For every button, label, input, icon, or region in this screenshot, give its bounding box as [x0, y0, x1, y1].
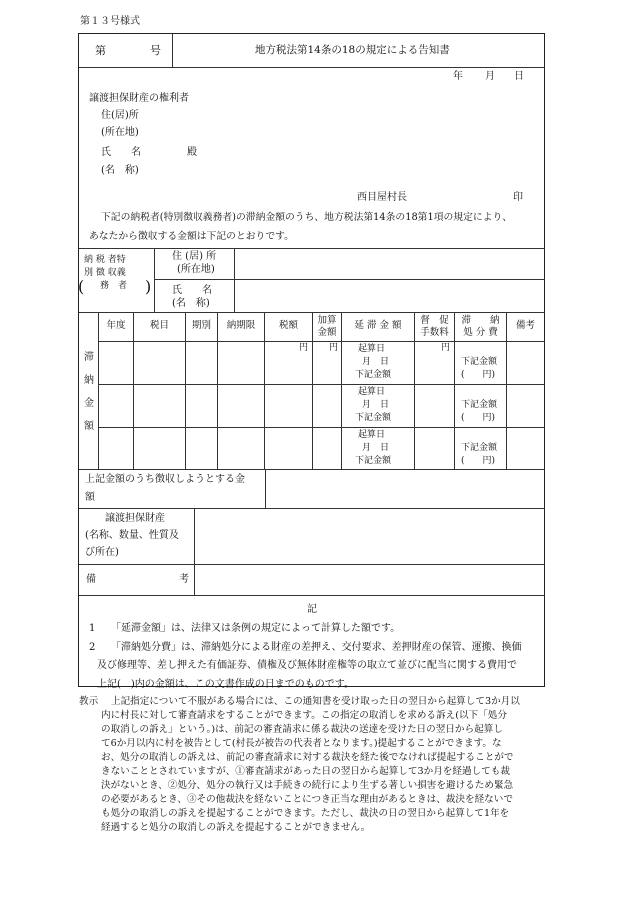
disposal-amount-below: 下記金額 [461, 443, 498, 453]
col-reminder-2: 手数料 [420, 327, 449, 338]
col-disposal-1: 滞 納 [461, 315, 500, 326]
remarks-label-right: 考 [179, 574, 189, 585]
number-label-left: 第 [95, 44, 106, 57]
addressee-heading: 譲渡担保財産の権利者 [89, 93, 189, 104]
taxpayer-label-line1: 納 税 者特 [84, 255, 126, 265]
instruction-line: 内に村長に対して審査請求をすることができます。この指定の取消しを求める訴え(以下「処分 [101, 710, 507, 721]
arrears-side-label-2: 納 [84, 375, 94, 386]
form-number: 第１３号様式 [80, 16, 140, 27]
intro-line-1: 下記の納税者(特別徴収義務者)の滞納金額のうち、地方税法第14条の18第1項の規定により、 [101, 212, 513, 223]
seal-mark: 印 [513, 192, 523, 203]
instruction-label: 教示 [79, 696, 99, 707]
late-fee-month-day: 月 日 [362, 400, 390, 410]
late-fee-month-day: 月 日 [362, 443, 390, 453]
unit-tax: 円 [299, 343, 309, 353]
notes-heading: 記 [307, 604, 317, 615]
note-2-line-2: 及び修理等、差し押えた有価証券、債権及び無体財産権等の取立て並びに配当に関する費用で [97, 660, 517, 671]
property-label-line2: (名称、数量、性質及 [85, 530, 179, 541]
late-fee-start: 起算日 [358, 430, 386, 440]
property-label-line1: 譲渡担保財産 [105, 513, 165, 524]
collect-label-line2: 額 [85, 492, 95, 503]
col-period: 期別 [191, 320, 211, 331]
instruction-line: きないこととされていますが、①審査請求があった日の翌日から起算して3か月を経過しても裁 [101, 766, 510, 777]
disposal-amount-below: 下記金額 [461, 357, 498, 367]
disposal-amount-below: 下記金額 [461, 400, 498, 410]
instruction-line: も処分の取消しの訴えを提起することができます。ただし、裁決の日の翌日から起算して1年を [101, 808, 510, 819]
late-fee-amount-below: 下記金額 [355, 413, 392, 423]
intro-line-2: あなたから徴収する金額は下記のとおりです。 [89, 231, 294, 242]
form-title: 地方税法第14条の18の規定による告知書 [255, 44, 450, 56]
taxpayer-address-label: 住 (居) 所 [172, 251, 217, 262]
issuer-name: 西目屋村長 [357, 192, 407, 203]
note-1-text: 「延滞金額」は、法律又は条例の規定によって計算した額です。 [111, 623, 401, 634]
col-remarks: 備考 [515, 320, 535, 331]
taxpayer-entity-label: (名 称) [172, 298, 210, 309]
disposal-yen: ( 円) [461, 370, 496, 380]
bracket-right: ) [145, 277, 152, 296]
col-year: 年度 [106, 320, 126, 331]
late-fee-month-day: 月 日 [362, 357, 390, 367]
col-additional-1: 加算 [317, 315, 337, 326]
addressee-location-label: (所在地) [101, 127, 139, 138]
instruction-line: 経過すると処分の取消しの訴えを提起することができません。 [101, 822, 371, 833]
taxpayer-label-line2: 別 徴 収義 [84, 268, 126, 278]
disposal-yen: ( 円) [461, 413, 496, 423]
note-1-number: 1 [89, 623, 96, 634]
addressee-address-label: 住(居)所 [101, 110, 139, 121]
late-fee-start: 起算日 [358, 344, 386, 354]
bracket-left: ( [78, 277, 85, 296]
addressee-entity-label: (名 称) [101, 165, 139, 176]
taxpayer-label-line3: 務 者 [100, 281, 128, 291]
note-2-number: 2 [89, 642, 96, 653]
instruction-line: の取消しの訴え」という。)は、前記の審査請求に係る裁決の送達を受けた日の翌日から起算し [101, 724, 503, 735]
instruction-line: 決がないとき、②処分、処分の執行又は手続きの続行により生ずる著しい損害を避けるため緊急 [101, 780, 514, 791]
instruction-line: の必要があるとき、③その他裁決を経ないことにつき正当な理由があるときは、裁決を経ないで [101, 794, 513, 805]
date-day: 日 [514, 71, 524, 82]
date-year: 年 [453, 71, 463, 82]
property-label-line3: び所在) [85, 547, 119, 558]
unit-reminder: 円 [441, 343, 451, 353]
instruction-line: 上記指定について不服がある場合には、この通知書を受け取った日の翌日から起算して3か月以 [111, 696, 520, 707]
col-late-fee: 延 滞 金 額 [354, 320, 402, 331]
instruction-line: お、処分の取消しの訴えは、前記の審査請求に対する裁決を経た後でなければ提起することがで [101, 752, 514, 763]
remarks-label-left: 備 [86, 574, 96, 585]
collect-label-line1: 上記金額のうち徴収しようとする金 [85, 474, 245, 485]
col-tax-amount: 税額 [278, 320, 298, 331]
col-tax-item: 税目 [149, 320, 169, 331]
addressee-name-label: 氏 名 [101, 147, 141, 158]
instruction-line: て6か月以内に村を被告として(村長が被告の代表者となります。)提起することができます。な [101, 738, 502, 749]
arrears-side-label-3: 金 [84, 398, 94, 409]
disposal-yen: ( 円) [461, 456, 496, 466]
col-additional-2: 金額 [317, 327, 337, 338]
note-2-line-1: 「滞納処分費」は、滞納処分による財産の差押え、交付要求、差押財産の保管、運搬、換価 [111, 642, 522, 653]
col-reminder-1: 督 促 [420, 315, 449, 326]
date-month: 月 [485, 71, 495, 82]
late-fee-amount-below: 下記金額 [355, 370, 392, 380]
arrears-side-label-1: 滞 [84, 352, 94, 363]
number-label-right: 号 [150, 44, 161, 57]
taxpayer-name-label: 氏 名 [172, 285, 212, 296]
col-disposal-2: 処 分 費 [463, 327, 498, 338]
late-fee-start: 起算日 [358, 387, 386, 397]
honorific: 殿 [187, 147, 197, 158]
late-fee-amount-below: 下記金額 [355, 456, 392, 466]
col-due-date: 納期限 [226, 320, 256, 331]
arrears-side-label-4: 額 [84, 421, 94, 432]
note-2-line-3: 上記( )内の金額は、この文書作成の日までのものです。 [97, 679, 355, 690]
unit-additional: 円 [329, 343, 339, 353]
taxpayer-location-label: (所在地) [177, 264, 215, 275]
